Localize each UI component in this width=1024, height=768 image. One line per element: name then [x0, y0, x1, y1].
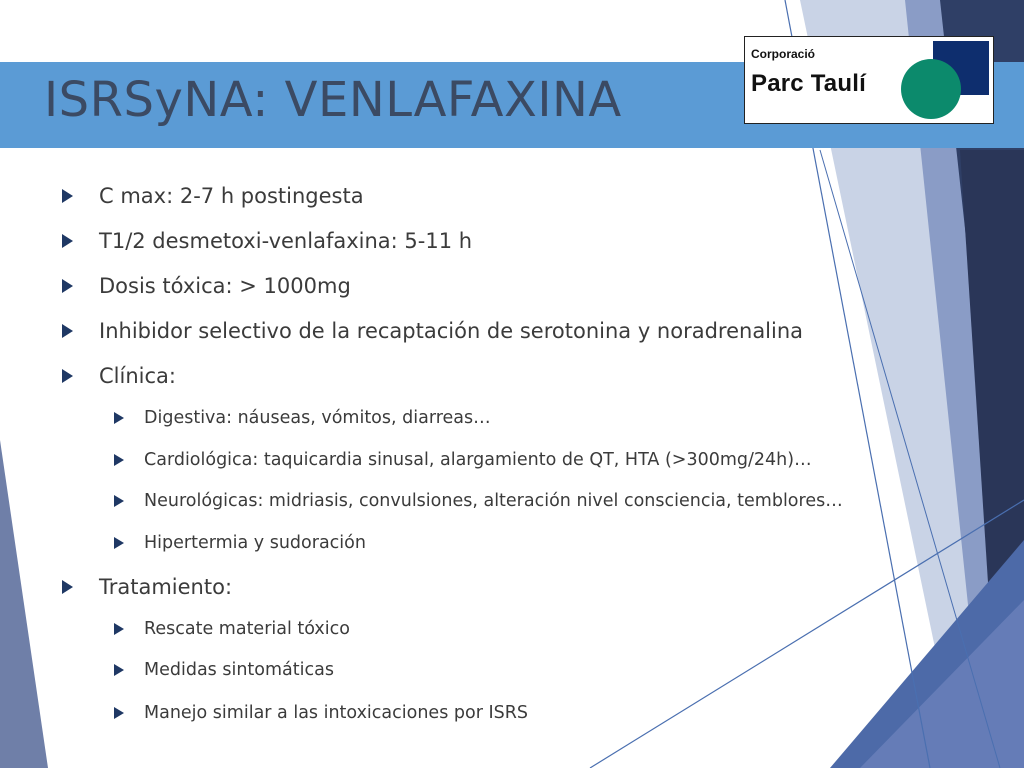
bullet-text: Neurológicas: midriasis, convulsiones, alteración nivel consciencia, temblores… — [144, 491, 843, 511]
logo — [744, 36, 994, 124]
bullet-arrow-icon — [114, 454, 124, 466]
logo-circle-shape — [901, 59, 961, 119]
bullet-text: Clínica: — [99, 364, 176, 388]
bullet-arrow-icon — [114, 707, 124, 719]
bullet-item — [62, 575, 232, 599]
sub-bullet-item — [114, 408, 491, 428]
bullet-arrow-icon — [114, 623, 124, 635]
bullet-item — [62, 319, 803, 343]
bullet-item — [62, 184, 364, 208]
bullet-arrow-icon — [114, 537, 124, 549]
bullet-arrow-icon — [62, 234, 73, 248]
bullet-text: Hipertermia y sudoración — [144, 533, 366, 553]
slide-title: ISRSyNA: VENLAFAXINA — [44, 72, 622, 128]
bullet-arrow-icon — [62, 189, 73, 203]
bullet-text: Medidas sintomáticas — [144, 660, 334, 680]
sub-bullet-item — [114, 619, 350, 639]
sub-bullet-item — [114, 450, 812, 470]
bullet-text: Rescate material tóxico — [144, 619, 350, 639]
bullet-arrow-icon — [62, 324, 73, 338]
sub-bullet-item — [114, 660, 334, 680]
bullet-item — [62, 229, 472, 253]
bullet-arrow-icon — [114, 412, 124, 424]
bullet-item — [62, 364, 176, 388]
sub-bullet-item — [114, 533, 366, 553]
bullet-text: Inhibidor selectivo de la recaptación de serotonina y noradrenalina — [99, 319, 804, 343]
bullet-item — [62, 274, 351, 298]
logo-line2: Parc Taulí — [751, 70, 866, 97]
bullet-arrow-icon — [114, 664, 124, 676]
bullet-text: C max: 2-7 h postingesta — [99, 184, 364, 208]
bullet-text: Cardiológica: taquicardia sinusal, alargamiento de QT, HTA (>300mg/24h)… — [144, 450, 812, 470]
bullet-arrow-icon — [62, 279, 73, 293]
sub-bullet-item — [114, 703, 528, 723]
bullet-arrow-icon — [62, 369, 73, 383]
decor-left-strip — [0, 440, 48, 768]
bullet-text: Dosis tóxica: > 1000mg — [99, 274, 351, 298]
bullet-text: T1/2 desmetoxi-venlafaxina: 5-11 h — [99, 229, 473, 253]
sub-bullet-item — [114, 491, 843, 511]
logo-line1: Corporació — [751, 47, 816, 61]
bullet-text: Digestiva: náuseas, vómitos, diarreas… — [144, 408, 491, 428]
bullet-text: Manejo similar a las intoxicaciones por ISRS — [144, 703, 528, 723]
bullet-text: Tratamiento: — [99, 575, 233, 599]
bullet-arrow-icon — [114, 495, 124, 507]
bullet-arrow-icon — [62, 580, 73, 594]
